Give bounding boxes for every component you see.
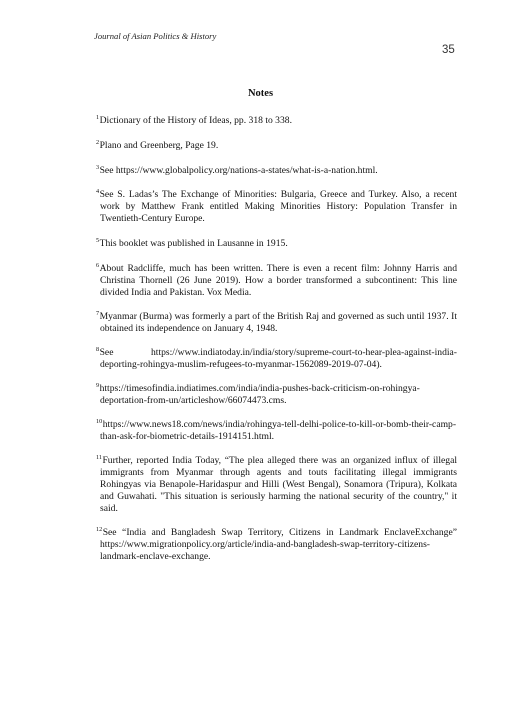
- note-text: Myanmar (Burma) was formerly a part of the British Raj and governed as such until 1937. It obtained its independence on January 4, 1948.: [99, 311, 457, 334]
- note-ref: 6: [96, 262, 100, 269]
- note-ref: 10: [96, 418, 103, 425]
- note-3: [96, 165, 457, 177]
- note-text: See S. Ladas’s The Exchange of Minorities: Bulgaria, Greece and Turkey. Also, a recent work by Matthew Frank entitled Making Minorities History: Population Transfer in Twentieth-Century Europe.: [99, 189, 457, 224]
- note-11: [96, 455, 457, 515]
- note-text: https://www.news18.com/news/india/rohingya-tell-delhi-police-to-kill-or-bomb-their-camp- than-ask-for-biometric-details-1914151.html.: [100, 419, 457, 442]
- note-1: [96, 115, 457, 127]
- note-text: Dictionary of the History of Ideas, pp. 318 to 338.: [99, 115, 292, 126]
- note-9: [96, 383, 457, 407]
- note-ref: 5: [96, 237, 100, 244]
- note-ref: 1: [96, 114, 100, 121]
- note-10: [96, 419, 457, 443]
- note-text: This booklet was published in Lausanne in 1915.: [99, 238, 288, 249]
- note-4: [96, 189, 457, 225]
- note-ref: 11: [96, 454, 102, 461]
- note-text: See https://www.globalpolicy.org/nations-a-states/what-is-a-nation.html.: [99, 165, 378, 176]
- note-7: [96, 311, 457, 335]
- note-text: Plano and Greenberg, Page 19.: [99, 140, 219, 151]
- note-text: Further, reported India Today, “The plea alleged there was an organized influx of illegal immigrants from Myanmar through agents and touts facilitating illegal immigrants Rohingyas via Benapole-Haridaspur and Hilli (West Bengal), Sonamora (Tripura), Kolkata and Guwahati. "This situation is seriously harming the national security of the country," it said.: [100, 455, 457, 514]
- note-6: [96, 263, 457, 299]
- note-text: See https://www.indiatoday.in/india/story/supreme-court-to-hear-plea-against-india-deporting-rohingya-muslim-refugees-to-myanmar-1562089-2019-07-04).: [99, 347, 457, 370]
- page-number: 35: [442, 44, 455, 56]
- note-text: https://timesofindia.indiatimes.com/india/india-pushes-back-criticism-on-rohingya-deportation-from-un/articleshow/66074473.cms.: [99, 383, 420, 406]
- note-text: About Radcliffe, much has been written. There is even a recent film: Johnny Harris and Christina Thornell (26 June 2019). How a border transformed a subcontinent: This line divided India and Pakistan. Vox Media.: [99, 263, 457, 298]
- note-5: [96, 238, 457, 250]
- note-ref: 4: [96, 188, 100, 195]
- note-2: [96, 140, 457, 152]
- journal-title: Journal of Asian Politics & History: [94, 31, 217, 41]
- note-ref: 8: [96, 346, 100, 353]
- note-ref: 12: [96, 526, 103, 533]
- note-text: See “India and Bangladesh Swap Territory, Citizens in Landmark EnclaveExchange” https://www.migrationpolicy.org/article/india-and-bangladesh-swap-territory-citizens- landmark-enclave-exchange.: [100, 527, 457, 562]
- notes-heading: Notes: [247, 88, 274, 99]
- note-ref: 9: [96, 382, 100, 389]
- notes-list: [96, 115, 457, 563]
- note-ref: 2: [96, 139, 100, 146]
- note-ref: 3: [96, 164, 100, 171]
- note-ref: 7: [96, 310, 100, 317]
- note-12: [96, 527, 457, 563]
- note-8: [96, 347, 457, 371]
